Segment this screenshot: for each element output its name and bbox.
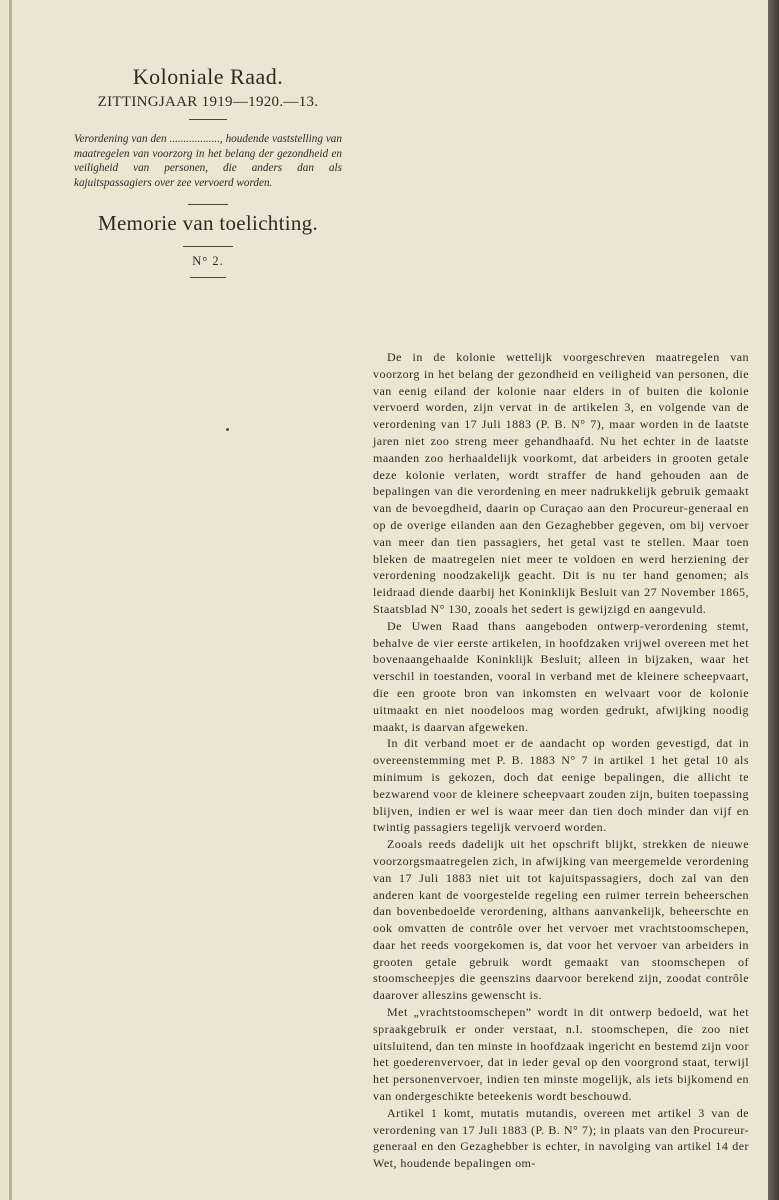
divider [188,204,228,205]
divider [189,119,227,120]
body-paragraph: De in de kolonie wettelijk voorgeschreven maatregelen van voorzorg in het belang der gezondheid en veiligheid van personen, die van eenig eiland der kolonie naar elders in of buiten die kolonie vervoerd worden, zijn vervat in de artikelen 3, en volgende van de verordening van 17 Juli 1883 (P. B. N° 7), maar worden in de laatste jaren niet zoo streng meer gehandhaafd. Nu het echter in de laatste maanden zoo herhaaldelijk voorkomt, dat arbeiders in grooten getale deze kolonie verlaten, wordt straffer de hand gehouden aan de bepalingen van die verordening en meer nadrukkelijk gebruik gemaakt van de bevoegdheid, daarin op Curaçao aan den Procureur-generaal en op de overige eilanden aan den Gezaghebber gegeven, om bij vervoer van meer dan tien passagiers, het getal vast te stellen. Maar toen bleken de maatregelen niet meer te voldoen en werd herziening der verordening noodzakelijk geacht. Dit is nu ter hand genomen; als leidraad diende daarbij het Koninklijk Besluit van 27 November 1865, Staatsblad N° 130, zooals het sedert is gewijzigd en aangevuld. [373,350,749,616]
body-paragraph: Met „vrachtstoomschepen” wordt in dit ontwerp bedoeld, wat het spraakgebruik er onder verstaat, n.l. stoomschepen, die zoo niet uitsluitend, dan ten minste in hoofdzaak ingericht en bestemd zijn voor het goederenvervoer, dat in ieder geval op den voorgrond staat, terwijl het personenvervoer, indien ten minste mogelijk, als iets bijkomend en van ondergeschikte beteekenis wordt beschouwd. [373,1005,749,1104]
memo-body [373,349,749,1172]
divider [183,246,233,247]
ink-speck [226,428,229,431]
body-paragraph: Artikel 1 komt, mutatis mutandis, overeen met artikel 3 van de verordening van 17 Juli 1883 (P. B. N° 7); in plaats van den Procureur-generaal en den Gezaghebber is echter, in navolging van artikel 14 der Wet, houdende bepalingen om- [373,1105,749,1171]
session-year: ZITTINGJAAR 1919—1920.—13. [97,94,319,110]
memo-title: Memorie van toelichting. [97,211,319,236]
council-title: Koloniale Raad. [132,64,284,89]
decree-title: Verordening van den .................., houdende vaststelling van maatregelen van voorzorg in het belang der gezondheid en veiligheid van personen, die anders dan als kajuitspassagiers over zee vervoerd worden. [74,133,342,189]
page-margin-rule [9,0,12,1200]
body-paragraph: De Uwen Raad thans aangeboden ontwerp-verordening stemt, behalve de vier eerste artikelen, in hoofdzaken vrijwel overeen met het bovenaangehaalde Koninklijk Besluit; alleen in bijzaken, waar het verschil in toestanden, vooral in verband met de kleinere scheepvaart, die een groote bron van inkomsten en welvaart voor de kolonie uitmaakt en niet noodeloos mag worden gedrukt, afwijking noodig maakt, is daarvan afgeweken. [373,618,749,734]
divider [190,277,226,278]
document-number: N° 2. [192,254,224,269]
body-paragraph: Zooals reeds dadelijk uit het opschrift blijkt, strekken de nieuwe voorzorgsmaatregelen zich, in afwijking van meergemelde verordening van 17 Juli 1883 niet uit tot kajuitspassagiers, doch zal van den anderen kant de voorgestelde regeling een ruimer terrein beheerschen dan bovenbedoelde verordening, althans aanvankelijk, beheerschte en ook omvatten de contrôle over het vervoer met vrachtstoomschepen, daar het reeds voorgekomen is, dat voor het vervoer van arbeiders in grooten getale gebruik wordt gemaakt van stoomschepen of stoomscheepjes die geenszins daarvoor berekend zijn, zoodat contrôle daarover alleszins gewenscht is. [373,837,749,1003]
page-binding-edge [768,0,779,1200]
header-block [70,64,346,278]
body-paragraph: In dit verband moet er de aandacht op worden gevestigd, dat in overeenstemming met P. B. 1883 N° 7 in artikel 1 het getal 10 als minimum is gekozen, doch dat eenige bepalingen, die allicht te bezwarend voor de kleinere scheepvaart zouden zijn, buiten toepassing blijven, indien er wel is waar meer dan tien doch minder dan vijf en twintig passagiers tegelijk vervoerd worden. [373,736,749,835]
